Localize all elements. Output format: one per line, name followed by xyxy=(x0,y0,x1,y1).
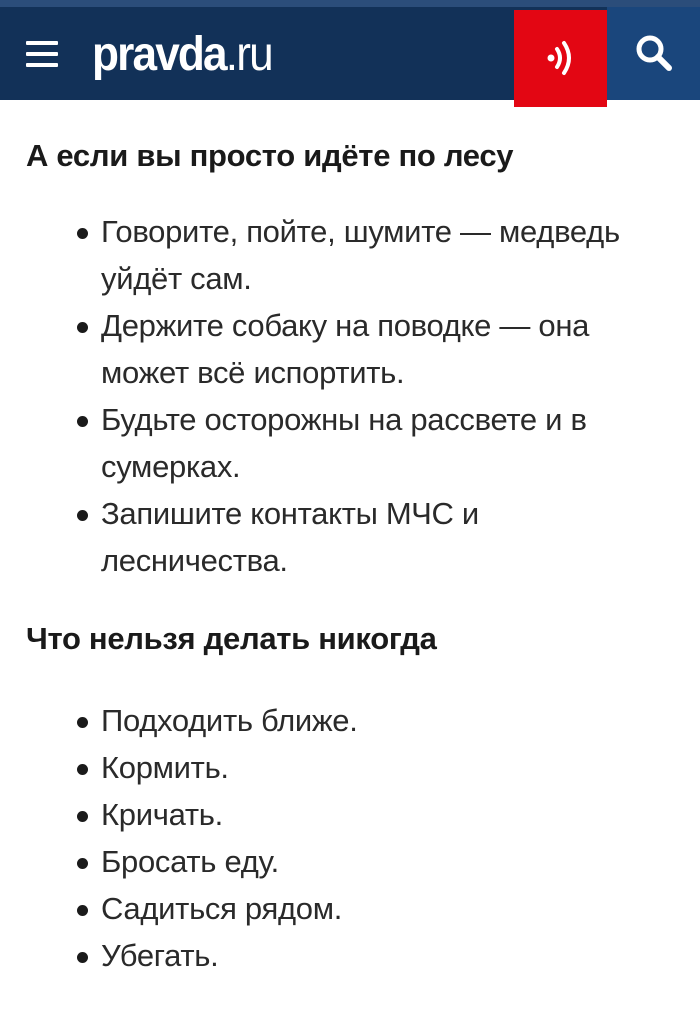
list-item-text: Убегать. xyxy=(101,938,219,973)
list-item-text: Садиться рядом. xyxy=(101,891,343,926)
bullet-icon xyxy=(77,510,88,521)
section-heading: А если вы просто идёте по лесу xyxy=(26,138,514,173)
bullet-icon xyxy=(77,858,88,869)
list-item xyxy=(0,396,700,490)
logo-brand: pravda xyxy=(92,28,226,81)
list-item-text: Держите собаку на поводке — она может всё испортить. xyxy=(101,308,590,390)
bullet-icon xyxy=(77,228,88,239)
site-logo[interactable] xyxy=(92,27,272,83)
list-item-text: Говорите, пойте, шумите — медведь уйдёт сам. xyxy=(101,214,620,296)
bullet-icon xyxy=(77,717,88,728)
list-item xyxy=(0,885,700,932)
list-item-text: Будьте осторожны на рассвете и в сумерках. xyxy=(101,402,587,484)
list-item xyxy=(0,697,700,744)
section-heading: Что нельзя делать никогда xyxy=(26,621,437,656)
list-item xyxy=(0,838,700,885)
list-item-text: Кричать. xyxy=(101,797,223,832)
radio-button[interactable] xyxy=(514,10,607,107)
list-item xyxy=(0,791,700,838)
bullet-icon xyxy=(77,322,88,333)
list-item xyxy=(0,490,700,584)
menu-button[interactable] xyxy=(26,37,60,71)
site-header xyxy=(0,0,700,100)
list-item-text: Бросать еду. xyxy=(101,844,279,879)
sound-waves-icon xyxy=(544,38,578,78)
list-item xyxy=(0,932,700,979)
prohibited-list xyxy=(0,697,700,979)
magnifier-icon xyxy=(634,33,674,73)
bullet-icon xyxy=(77,764,88,775)
bullet-icon xyxy=(77,905,88,916)
logo-tld: .ru xyxy=(225,28,272,81)
advice-list xyxy=(0,208,700,584)
list-item-text: Кормить. xyxy=(101,750,229,785)
list-item xyxy=(0,302,700,396)
search-button[interactable] xyxy=(607,7,700,100)
list-item-text: Подходить ближе. xyxy=(101,703,358,738)
bullet-icon xyxy=(77,811,88,822)
list-item xyxy=(0,208,700,302)
bullet-icon xyxy=(77,416,88,427)
list-item xyxy=(0,744,700,791)
bullet-icon xyxy=(77,952,88,963)
list-item-text: Запишите контакты МЧС и лесничества. xyxy=(101,496,479,578)
